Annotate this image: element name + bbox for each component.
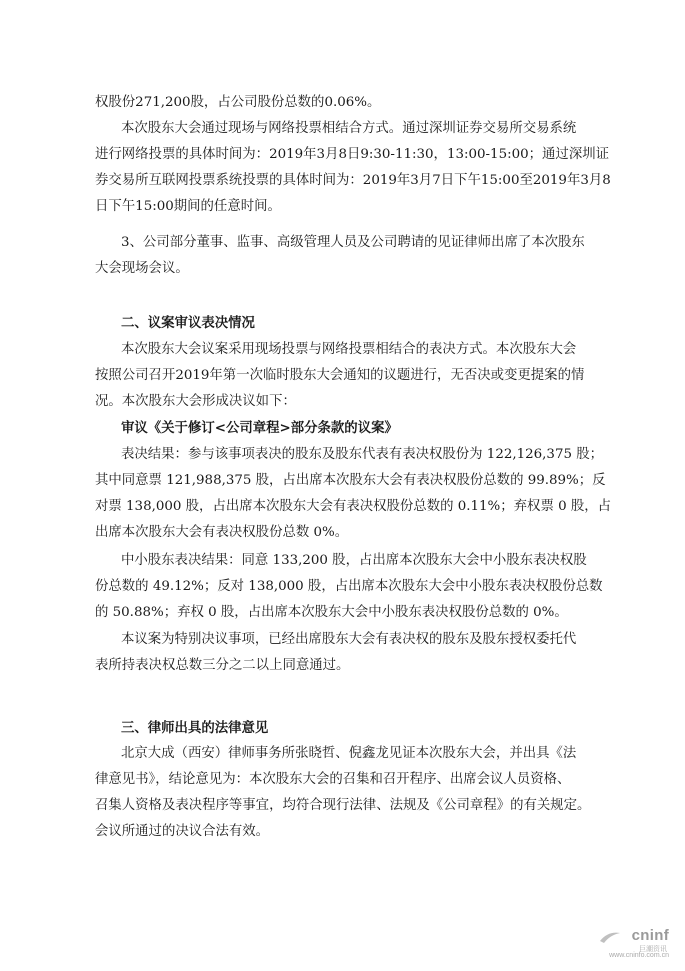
motion-title: 审议《关于修订<公司章程>部分条款的议案》 <box>121 420 398 436</box>
text-line-9: 本次股东大会议案采用现场投票与网络投票相结合的表决方式。本次股东大会 <box>121 342 577 357</box>
text-line-6: 3、公司部分董事、监事、高级管理人员及公司聘请的见证律师出席了本次股东 <box>121 235 585 250</box>
text-line-1: 权股份271,200股，占公司股份总数的0.06%。 <box>95 95 381 110</box>
text-line-7: 大会现场会议。 <box>95 261 189 276</box>
text-line-14: 其中同意票 121,988,375 股，占出席本次股东大会有表决权股份总数的 99.89%；反 <box>95 473 606 488</box>
text-line-5: 日下午15:00期间的任意时间。 <box>95 199 281 214</box>
text-line-17: 中小股东表决结果：同意 133,200 股，占出席本次股东大会中小股东表决权股 <box>121 553 587 568</box>
text-line-25: 召集人资格及表决程序等事宜，均符合现行法律、法规及《公司章程》的有关规定。 <box>95 798 591 813</box>
text-line-2: 本次股东大会通过现场与网络投票相结合方式。通过深圳证券交易所交易系统 <box>121 121 577 136</box>
text-line-13: 表决结果：参与该事项表决的股东及股东代表有表决权股份为 122,126,375 股； <box>121 447 604 462</box>
logo-brand: cninf <box>631 927 669 944</box>
section-heading-2: 二、议案审议表决情况 <box>121 315 255 331</box>
text-line-26: 会议所通过的决议合法有效。 <box>95 824 270 839</box>
text-line-3: 进行网络投票的具体时间为：2019年3月8日9:30-11:30，13:00-15:00；通过深圳证 <box>95 147 609 162</box>
text-line-18: 份总数的 49.12%；反对 138,000 股，占出席本次股东大会中小股东表决权股份总数 <box>95 579 603 594</box>
swoosh-icon <box>599 929 621 945</box>
section-heading-3: 三、律师出具的法律意见 <box>121 720 269 736</box>
text-line-20: 本议案为特别决议事项，已经出席股东大会有表决权的股东及股东授权委托代 <box>121 632 577 647</box>
text-line-4: 券交易所互联网投票系统投票的具体时间为：2019年3月7日下午15:00至2019年3月8 <box>95 173 611 188</box>
text-line-23: 北京大成（西安）律师事务所张晓哲、倪鑫龙见证本次股东大会，并出具《法 <box>121 746 577 761</box>
text-line-16: 出席本次股东大会有表决权股份总数 0%。 <box>95 525 349 540</box>
text-line-19: 的 50.88%；弃权 0 股，占出席本次股东大会中小股东表决权股份总数的 0%。 <box>95 605 568 620</box>
logo-cn-name: 巨潮资讯 <box>639 945 667 953</box>
text-line-15: 对票 138,000 股，占出席本次股东大会有表决权股份总数的 0.11%；弃权票 0 股，占 <box>95 499 612 514</box>
text-line-21: 表所持表决权总数三分之二以上同意通过。 <box>95 658 350 673</box>
text-line-24: 律意见书》，结论意见为：本次股东大会的召集和召开程序、出席会议人员资格、 <box>95 772 571 787</box>
text-line-11: 况。本次股东大会形成决议如下： <box>95 394 296 409</box>
text-line-10: 按照公司召开2019年第一次临时股东大会通知的议题进行，无否决或变更提案的情 <box>95 368 585 383</box>
cninfo-logo <box>599 927 669 961</box>
logo-url: www.cninfo.com.cn <box>609 952 669 959</box>
